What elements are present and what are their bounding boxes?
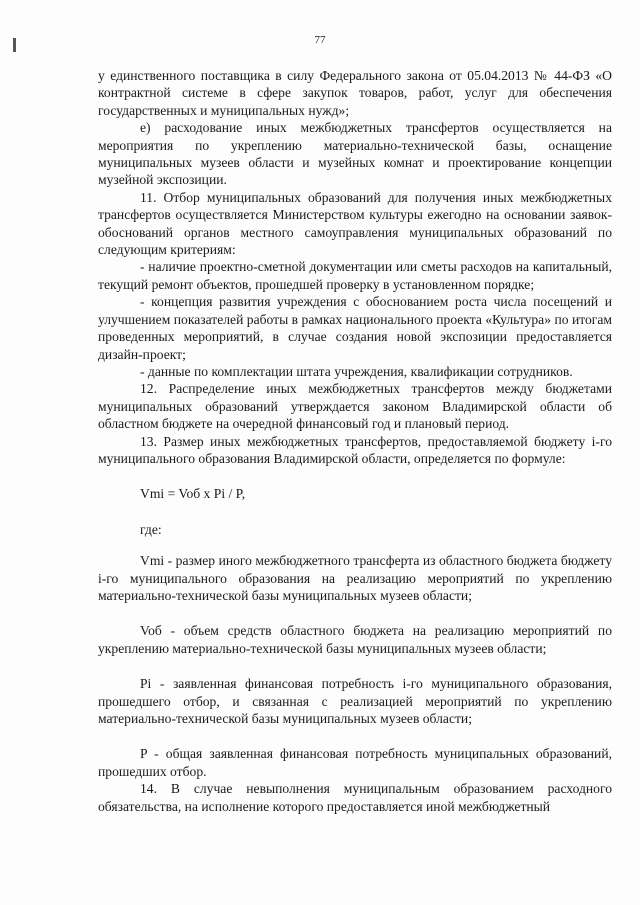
document-body: [98, 67, 612, 815]
paragraph-continuation: у единственного поставщика в силу Федерального закона от 05.04.2013 № 44-ФЗ «О контрактной системе в сфере закупок товаров, работ, услуг для обеспечения государственных и муниципальных нужд»;: [98, 68, 612, 118]
margin-mark: [13, 38, 16, 52]
definition-pi: Pi - заявленная финансовая потребность i-го муниципального образования, прошедшего отбор, и связанная с реализацией мероприятий по укреплению материально-технической базы муниципальных музеев области;: [98, 676, 612, 726]
criterion-1: - наличие проектно-сметной документации или сметы расходов на капитальный, текущий ремонт объектов, прошедшей проверку в установленном порядке;: [98, 259, 612, 292]
paragraph-11: 11. Отбор муниципальных образований для получения иных межбюджетных трансфертов осуществляется Министерством культуры ежегодно на основании заявок-обоснований органов местного самоуправления муниципальных образований по следующим критериям:: [98, 189, 612, 258]
paragraph-item-e: е) расходование иных межбюджетных трансфертов осуществляется на мероприятия по укреплению материально-технической базы, оснащение муниципальных музеев области и музейных комнат и проектирование концепции музейной экспозиции.: [98, 120, 612, 188]
definition-vob: Voб - объем средств областного бюджета на реализацию мероприятий по укреплению материально-технической базы муниципальных музеев области;: [98, 623, 612, 656]
paragraph-13: 13. Размер иных межбюджетных трансфертов, предоставляемой бюджету i-го муниципального образования Владимирской области, определяется по формуле:: [98, 433, 612, 466]
definition-p: P - общая заявленная финансовая потребность муниципальных образований, прошедших отбор.: [98, 746, 612, 779]
paragraph-14: 14. В случае невыполнения муниципальным образованием расходного обязательства, на исполнение которого предоставляется иной межбюджетный: [98, 781, 612, 814]
criterion-3: - данные по комплектации штата учреждения, квалификации сотрудников.: [140, 363, 573, 379]
formula: Vmi = Voб x Pi / P,: [140, 486, 246, 502]
page-number: 77: [314, 34, 326, 46]
paragraph-12: 12. Распределение иных межбюджетных трансфертов между бюджетами муниципальных образований утверждается законом Владимирской области об областном бюджете на очередной финансовый год и плановый период.: [98, 381, 612, 432]
definition-vmi: Vmi - размер иного межбюджетного трансферта из областного бюджета бюджету i-го муниципального образования на реализацию мероприятий по укреплению материально-технической базы муниципальных музеев области;: [98, 553, 612, 603]
where-label: где:: [140, 521, 162, 537]
criterion-2: - концепция развития учреждения с обоснованием роста числа посещений и улучшением показателей работы в рамках национального проекта «Культура» по итогам проведенных мероприятий, в случае создания новой экспозиции предоставляется дизайн-проект;: [98, 294, 612, 362]
